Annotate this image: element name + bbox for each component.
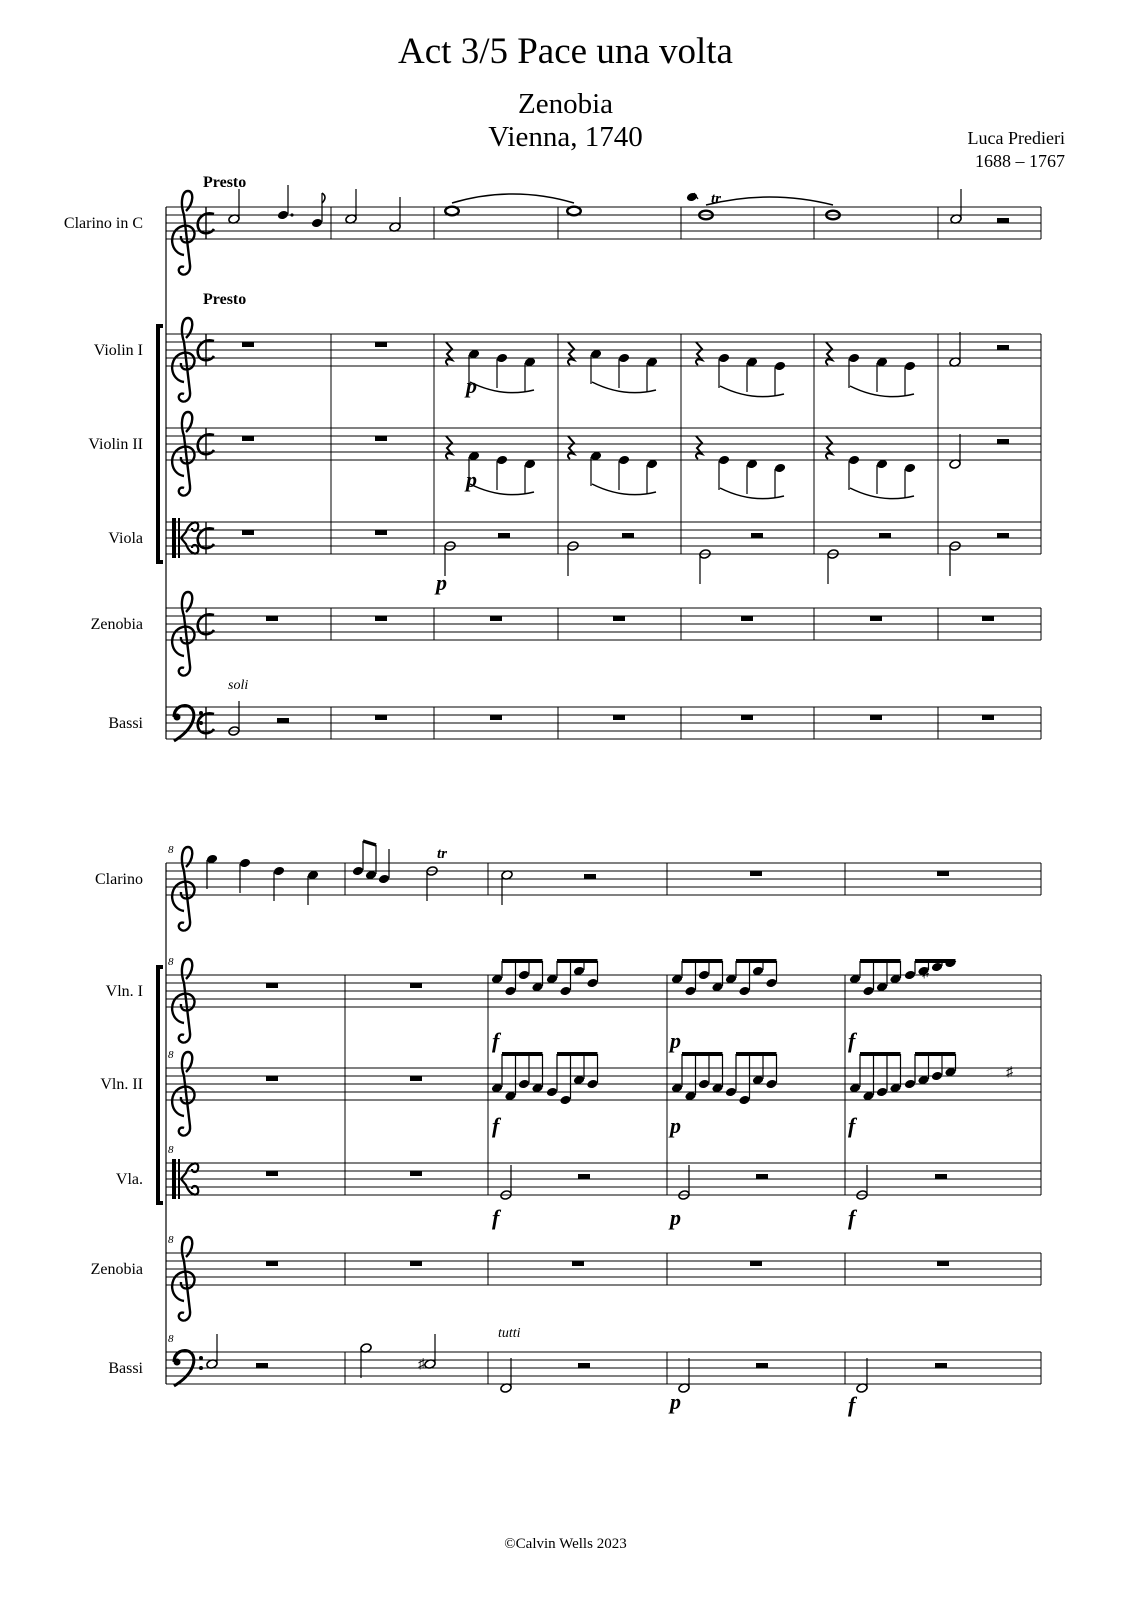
measure-number: 8 — [168, 1049, 174, 1061]
whole-rest-icon — [266, 1261, 278, 1266]
whole-rest-icon — [266, 983, 278, 988]
half-rest-icon — [751, 533, 763, 538]
note — [496, 353, 508, 364]
half-rest-icon — [498, 533, 510, 538]
staff-vn2 — [166, 428, 1041, 460]
note — [904, 970, 916, 981]
quarter-rest-icon — [446, 436, 452, 459]
note — [765, 1079, 777, 1090]
measure-number: 8 — [168, 1234, 174, 1246]
whole-rest-icon — [410, 983, 422, 988]
half-rest-icon — [997, 345, 1009, 350]
whole-rest-icon — [410, 1261, 422, 1266]
note — [848, 353, 860, 364]
beam — [363, 841, 376, 845]
staff-clar — [166, 207, 1041, 239]
whole-rest-icon — [375, 530, 387, 535]
dynamic-marking: f — [848, 1205, 856, 1230]
note — [774, 361, 786, 372]
dot — [290, 213, 293, 216]
sharp-icon: ♯ — [922, 966, 929, 981]
quarter-rest-icon — [446, 342, 452, 365]
quarter-rest-icon — [826, 436, 832, 459]
half-rest-icon — [997, 218, 1009, 223]
page-title: Act 3/5 Pace una volta — [398, 31, 733, 72]
instrument-label: Violin I — [93, 342, 143, 359]
note — [931, 1071, 943, 1082]
whole-rest-icon — [870, 715, 882, 720]
note — [496, 455, 508, 466]
half-rest-icon — [584, 874, 596, 879]
half-rest-icon — [277, 718, 289, 723]
note — [876, 1087, 888, 1098]
staff-vn1 — [166, 975, 1041, 1007]
note — [862, 986, 874, 997]
half-rest-icon — [578, 1363, 590, 1368]
treble-clef-icon — [172, 1237, 194, 1321]
note — [684, 986, 696, 997]
instrument-label: Vln. I — [105, 983, 143, 1000]
note — [273, 866, 285, 877]
instrument-label: Clarino — [95, 871, 143, 888]
dynamic-marking: p — [670, 1113, 681, 1138]
staff-vn1 — [166, 334, 1041, 366]
instrument-label: Zenobia — [90, 616, 143, 633]
note-g5 — [567, 207, 581, 216]
note — [698, 1079, 710, 1090]
note — [352, 866, 364, 877]
quarter-rest-icon — [696, 342, 702, 365]
instrument-label: Vln. II — [100, 1076, 143, 1093]
dynamic-marking: p — [670, 1205, 681, 1230]
note-g5 — [445, 207, 459, 216]
quarter-rest-icon — [826, 342, 832, 365]
treble-clef-icon — [172, 847, 194, 931]
staff-bas — [166, 707, 1041, 739]
note — [504, 986, 516, 997]
note — [518, 1079, 530, 1090]
note — [904, 361, 916, 372]
treble-clef-icon — [172, 1052, 194, 1136]
note — [738, 986, 750, 997]
instrument-label: Zenobia — [90, 1261, 143, 1278]
whole-rest-icon — [613, 616, 625, 621]
measure-number: 8 — [168, 844, 174, 856]
quarter-rest-icon — [696, 436, 702, 459]
sharp-icon: ♯ — [1006, 1065, 1013, 1080]
dynamic-marking: f — [492, 1028, 500, 1053]
whole-rest-icon — [982, 616, 994, 621]
staff-clar — [166, 863, 1041, 895]
staff-vla — [166, 1163, 1041, 1195]
measure-number: 8 — [168, 956, 174, 968]
quarter-rest-icon — [568, 342, 574, 365]
bassi-soli: soli — [228, 678, 249, 693]
instrument-label: Vla. — [115, 1171, 143, 1188]
half-rest-icon — [879, 533, 891, 538]
dynamic-marking: p — [436, 570, 447, 595]
note — [765, 978, 777, 989]
note — [546, 1087, 558, 1098]
note — [559, 1095, 571, 1106]
whole-rest-icon — [242, 436, 254, 441]
whole-rest-icon — [750, 871, 762, 876]
whole-rest-icon — [870, 616, 882, 621]
note — [239, 858, 251, 869]
whole-rest-icon — [266, 616, 278, 621]
whole-rest-icon — [242, 530, 254, 535]
note — [904, 1079, 916, 1090]
half-rest-icon — [756, 1174, 768, 1179]
staff-zen — [166, 1253, 1041, 1285]
whole-rest-icon — [375, 342, 387, 347]
whole-rest-icon — [937, 871, 949, 876]
sharp-icon: ♯ — [418, 1357, 425, 1372]
half-rest-icon — [578, 1174, 590, 1179]
whole-rest-icon — [741, 715, 753, 720]
treble-clef-icon — [172, 959, 194, 1043]
dynamic-marking: p — [466, 467, 477, 492]
whole-rest-icon — [982, 715, 994, 720]
whole-rest-icon — [410, 1076, 422, 1081]
half-rest-icon — [935, 1174, 947, 1179]
whole-rest-icon — [490, 715, 502, 720]
note — [559, 986, 571, 997]
note — [586, 1079, 598, 1090]
instrument-label: Viola — [108, 530, 143, 547]
whole-rest-icon — [613, 715, 625, 720]
dynamic-marking: f — [848, 1392, 856, 1417]
instrument-label: Violin II — [88, 436, 143, 453]
note — [586, 978, 598, 989]
whole-rest-icon — [242, 342, 254, 347]
quarter-rest-icon — [568, 436, 574, 459]
half-rest-icon — [622, 533, 634, 538]
measure-number: 8 — [168, 1144, 174, 1156]
half-rest-icon — [756, 1363, 768, 1368]
score-root — [64, 174, 1041, 1417]
note — [904, 463, 916, 474]
note — [718, 455, 730, 466]
measure-number: 8 — [168, 1333, 174, 1345]
note — [698, 970, 710, 981]
instrument-label: Bassi — [108, 1360, 143, 1377]
bracket — [158, 326, 163, 562]
whole-rest-icon — [266, 1171, 278, 1176]
whole-rest-icon — [572, 1261, 584, 1266]
whole-rest-icon — [266, 1076, 278, 1081]
whole-rest-icon — [375, 616, 387, 621]
note — [725, 1087, 737, 1098]
bracket — [158, 967, 163, 1203]
whole-rest-icon — [410, 1171, 422, 1176]
place-date: Vienna, 1740 — [488, 121, 643, 153]
note-b4 — [311, 218, 323, 229]
whole-rest-icon — [375, 715, 387, 720]
treble-clef-icon — [172, 592, 194, 676]
treble-clef-icon — [172, 191, 194, 275]
half-rest-icon — [935, 1363, 947, 1368]
dynamic-marking: f — [492, 1205, 500, 1230]
staff-zen — [166, 608, 1041, 640]
slur — [706, 197, 833, 205]
treble-clef-icon — [172, 412, 194, 496]
whole-rest-icon — [490, 616, 502, 621]
dynamic-marking: f — [848, 1028, 856, 1053]
note — [848, 455, 860, 466]
note — [718, 353, 730, 364]
grace-note — [686, 192, 698, 203]
whole-rest-icon — [375, 436, 387, 441]
note — [618, 353, 630, 364]
half-rest-icon — [997, 533, 1009, 538]
note — [931, 962, 943, 973]
whole-rest-icon — [750, 1261, 762, 1266]
composer-dates: 1688 – 1767 — [975, 151, 1065, 171]
note — [518, 970, 530, 981]
instrument-label: Bassi — [108, 715, 143, 732]
treble-clef-icon — [172, 318, 194, 402]
half-rest-icon — [256, 1363, 268, 1368]
note-e5 — [277, 210, 289, 221]
dynamic-marking: f — [848, 1113, 856, 1138]
dynamic-marking: p — [466, 373, 477, 398]
note — [738, 1095, 750, 1106]
staff-vla — [166, 522, 1041, 554]
copyright: ©Calvin Wells 2023 — [504, 1536, 627, 1552]
half-rest-icon — [997, 439, 1009, 444]
note — [618, 455, 630, 466]
bassi-tutti: tutti — [498, 1326, 521, 1341]
note — [378, 874, 390, 885]
dynamic-marking: f — [492, 1113, 500, 1138]
trill-mark: tr — [437, 846, 448, 862]
dynamic-marking: p — [670, 1028, 681, 1053]
note — [774, 463, 786, 474]
trill-mark: tr — [711, 191, 722, 207]
opera-title: Zenobia — [517, 88, 613, 120]
tempo-marking: Presto — [203, 174, 247, 191]
whole-rest-icon — [741, 616, 753, 621]
whole-rest-icon — [937, 1261, 949, 1266]
instrument-label: Clarino in C — [63, 215, 143, 232]
dynamic-marking: p — [670, 1389, 681, 1414]
slur — [452, 194, 574, 203]
composer-name: Luca Predieri — [967, 128, 1065, 148]
tempo-marking: Presto — [203, 291, 247, 308]
staff-bas — [166, 1352, 1041, 1384]
